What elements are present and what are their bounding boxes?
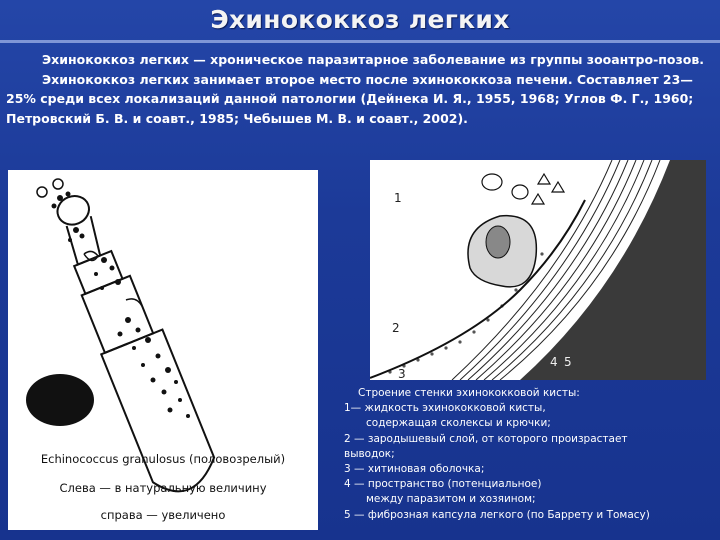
caption-heading: Строение стенки эхинококковой кисты: — [358, 387, 580, 399]
caption-item-2b: выводок; — [344, 447, 395, 460]
caption-item-3: 3 — хитиновая оболочка; — [344, 463, 485, 476]
caption-item-4b: между паразитом и хозяином; — [366, 493, 536, 506]
caption-species: Echinococcus granulosus (половозрелый) — [40, 452, 286, 466]
intro-text — [6, 50, 714, 128]
intro-paragraph-2: Эхинококкоз легких занимает второе место после эхинококкоза печени. Составляет 23—25% среди всех локализаций данной патологии (Дейнека И. Я., 1955, 1968; Углов Ф. Г., 1960; Петровский Б. В. и соавт., 1985; Чебышев М. В. и соавт., 2002). — [6, 71, 694, 126]
diagram-label-4: 4 — [550, 355, 558, 369]
caption-item-1a: 1— жидкость эхинококковой кисты, — [344, 402, 546, 415]
intro-paragraph-1: Эхинококкоз легких — хроническое паразитарное заболевание из группы зооантро-позов. — [42, 52, 705, 67]
title-bar — [0, 0, 720, 42]
slide-title: Эхинококкоз легких — [210, 5, 510, 34]
diagram-label-1: 1 — [394, 191, 402, 205]
caption-item-2: 2 — зародышевый слой, от которого произрастает — [344, 432, 628, 445]
natural-size-specimen — [26, 374, 94, 426]
echinococcus-illustration — [8, 170, 318, 530]
caption-item-5: 5 — фиброзная капсула легкого (по Баррету и Томасу) — [344, 508, 650, 521]
cyst-wall-caption — [344, 386, 714, 523]
cyst-wall-diagram — [370, 160, 706, 380]
caption-natural-size: Слева — в натуральную величину — [59, 481, 267, 495]
cyst-wall-diagram-panel — [370, 160, 706, 380]
diagram-label-2: 2 — [392, 321, 400, 335]
diagram-label-3: 3 — [398, 367, 406, 380]
title-divider — [0, 40, 720, 43]
echinococcus-figure-panel — [8, 170, 318, 530]
caption-item-4a: 4 — пространство (потенциальное) — [344, 478, 542, 491]
diagram-label-5: 5 — [564, 355, 572, 369]
caption-enlarged: справа — увеличено — [100, 508, 226, 522]
caption-item-1b: содержащая сколексы и крючки; — [366, 417, 551, 430]
